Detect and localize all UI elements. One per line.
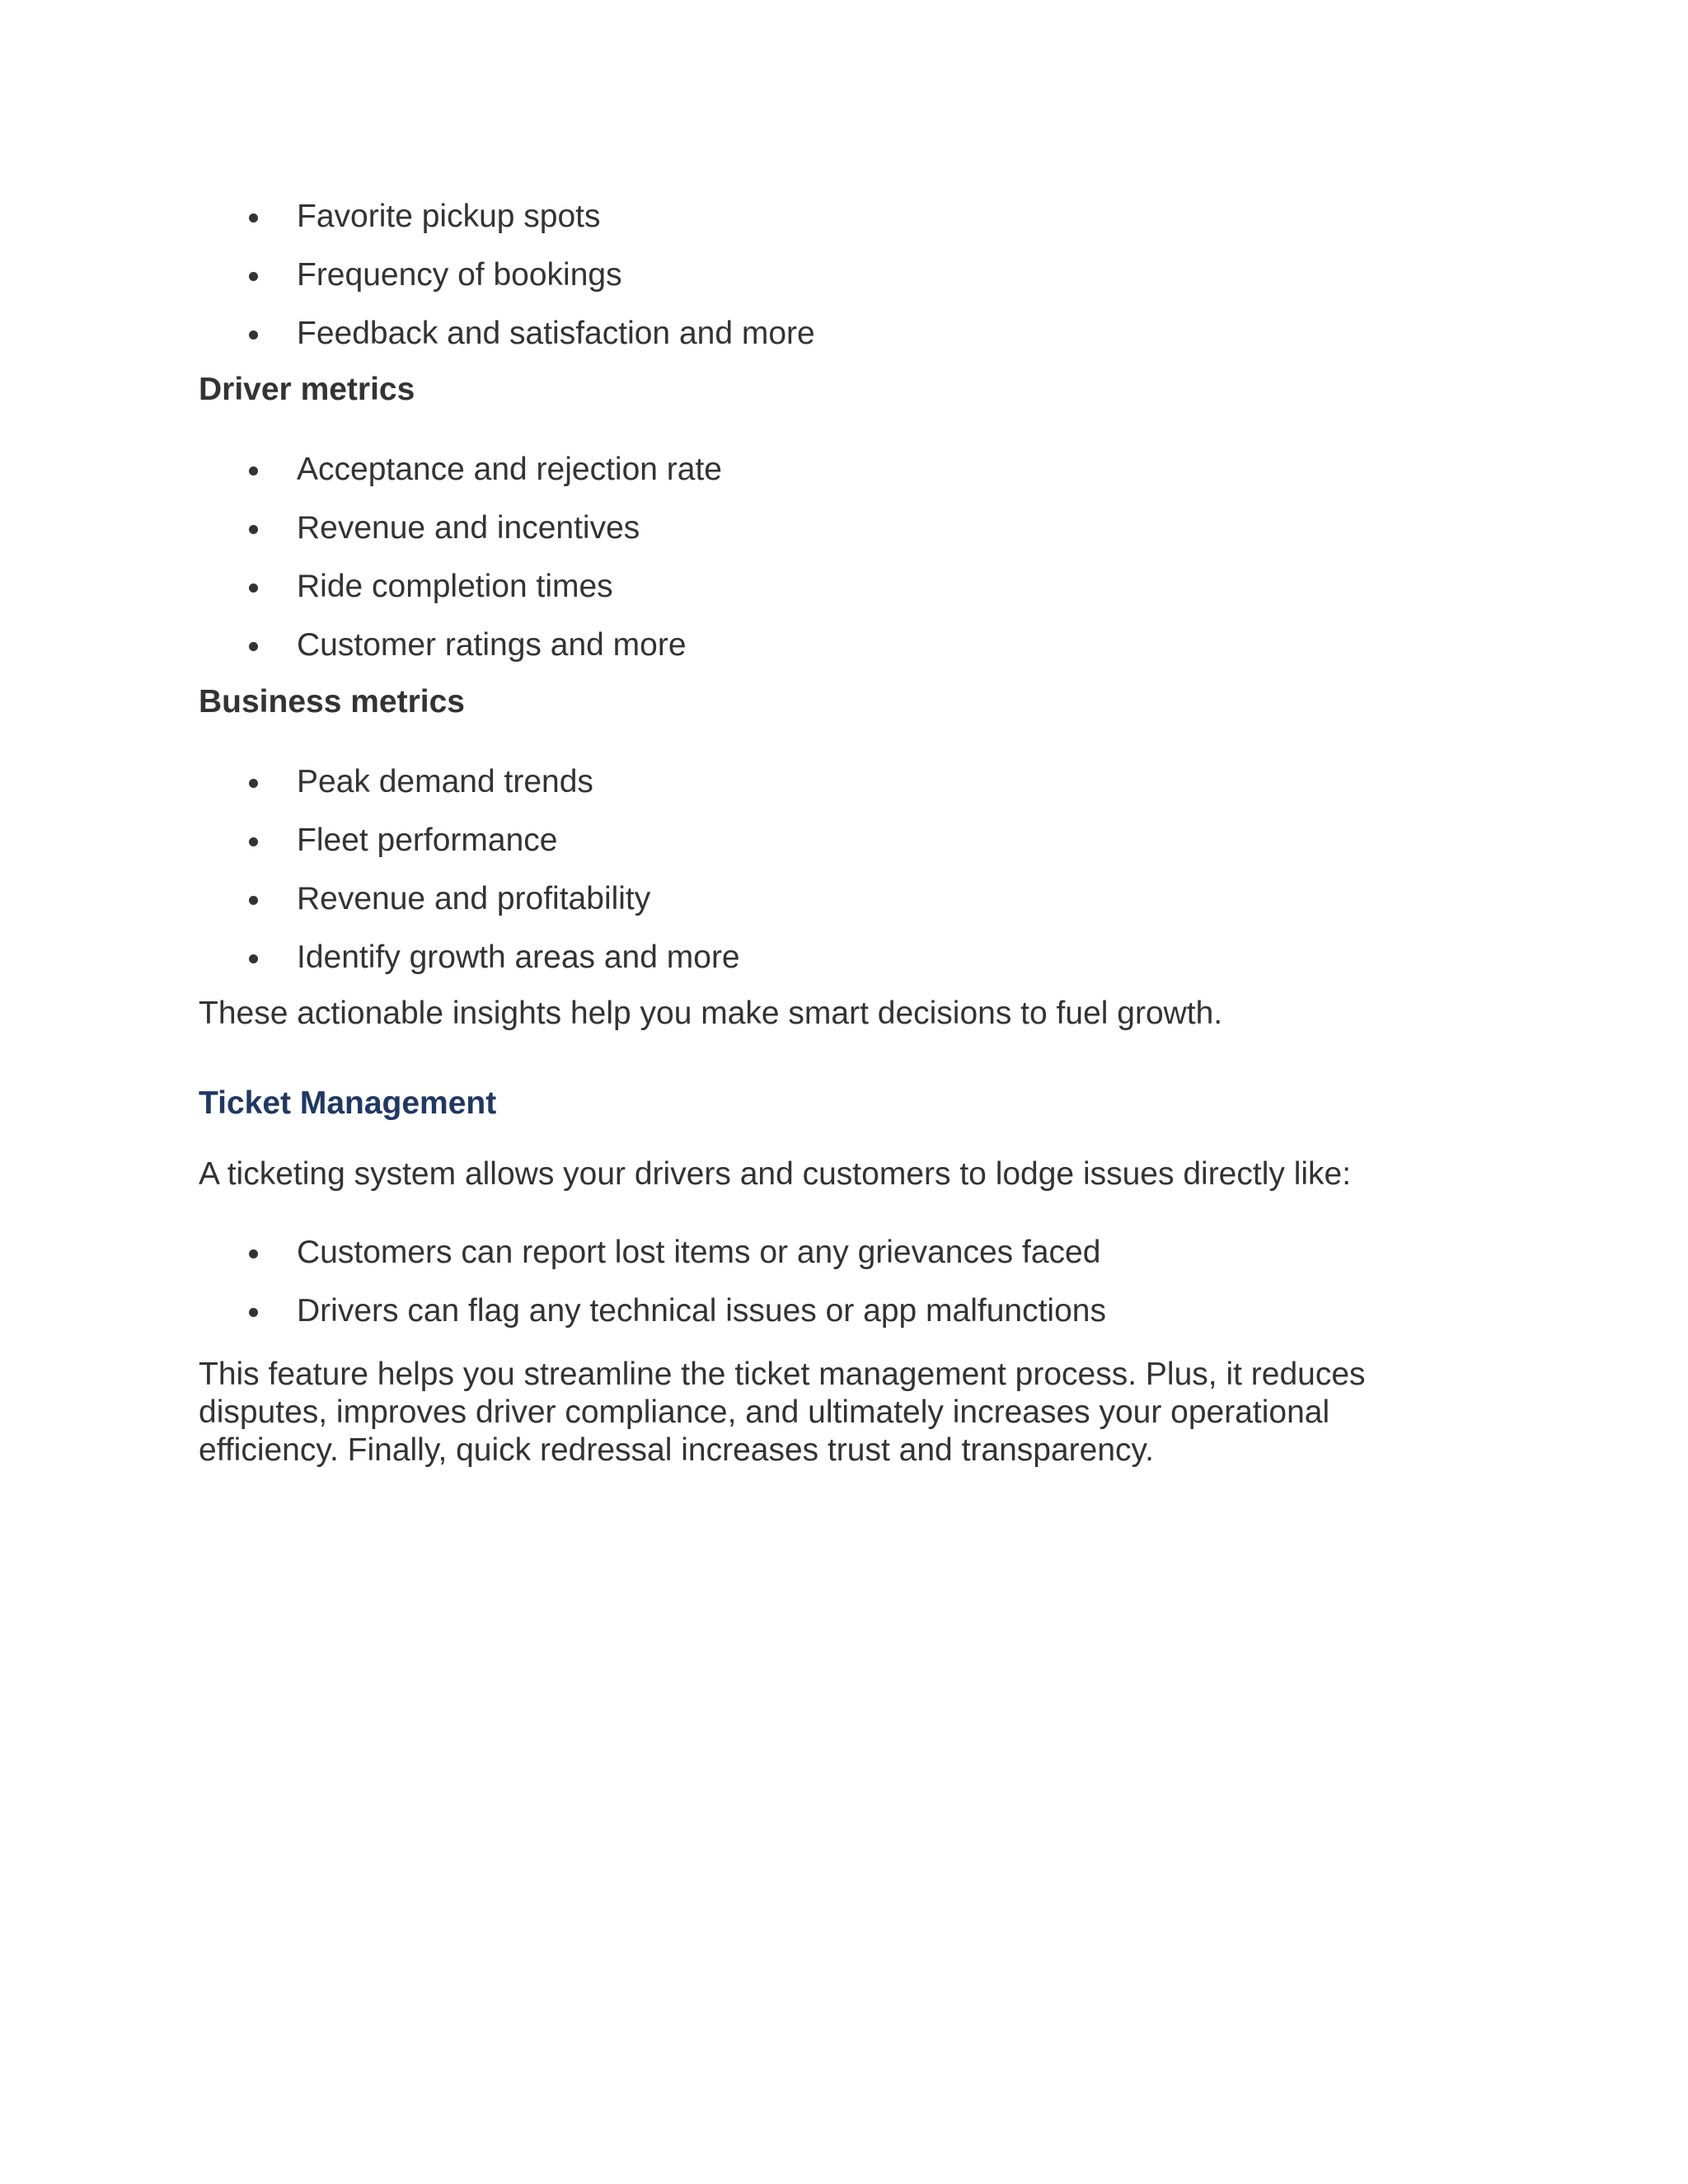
ticket-conclusion-line: disputes, improves driver compliance, and ultimately increases your operational (199, 1394, 1330, 1430)
list-item-text: Customer ratings and more (297, 627, 687, 663)
list-item (199, 1223, 1484, 1282)
ticket-features-list (199, 1223, 1484, 1340)
ticket-conclusion-block (199, 1356, 1484, 1469)
ticket-intro-paragraph: A ticketing system allows your drivers and customers to lodge issues directly like: (199, 1156, 1352, 1192)
list-item (199, 440, 1484, 499)
customer-metrics-list (199, 187, 1484, 363)
business-metrics-heading: Business metrics (199, 684, 465, 719)
list-item (199, 246, 1484, 304)
list-item-text: Identify growth areas and more (297, 940, 740, 975)
list-item-text: Frequency of bookings (297, 257, 622, 293)
business-metrics-list (199, 752, 1484, 987)
list-item-text: Peak demand trends (297, 764, 593, 799)
ticket-conclusion-line: efficiency. Finally, quick redressal increases trust and transparency. (199, 1432, 1154, 1468)
list-item (199, 869, 1484, 928)
list-item-text: Favorite pickup spots (297, 199, 601, 234)
list-item-text: Drivers can flag any technical issues or app malfunctions (297, 1293, 1106, 1329)
bullet-icon (249, 1249, 258, 1258)
insights-paragraph-block (199, 995, 1484, 1033)
list-item (199, 928, 1484, 987)
list-item (199, 752, 1484, 811)
bullet-icon (249, 954, 258, 963)
ticket-intro-block (199, 1155, 1484, 1193)
list-item (199, 187, 1484, 246)
bullet-icon (249, 642, 258, 651)
driver-metrics-heading: Driver metrics (199, 372, 415, 407)
bullet-icon (249, 896, 258, 905)
list-item-text: Ride completion times (297, 569, 613, 604)
ticket-management-title: Ticket Management (199, 1085, 497, 1121)
list-item-text: Acceptance and rejection rate (297, 452, 722, 487)
list-item-text: Customers can report lost items or any grievances faced (297, 1235, 1101, 1270)
bullet-icon (249, 837, 258, 846)
list-item (199, 616, 1484, 674)
list-item (199, 304, 1484, 363)
list-item-text: Revenue and incentives (297, 510, 640, 546)
list-item (199, 1282, 1484, 1340)
driver-metrics-list (199, 440, 1484, 674)
bullet-icon (249, 525, 258, 534)
bullet-list (199, 187, 1484, 363)
list-item (199, 811, 1484, 869)
list-item-text: Feedback and satisfaction and more (297, 316, 815, 351)
bullet-icon (249, 1308, 258, 1317)
bullet-icon (249, 272, 258, 281)
list-item (199, 499, 1484, 557)
bullet-icon (249, 213, 258, 223)
list-item (199, 557, 1484, 616)
ticket-management-title-block (199, 1083, 1484, 1124)
bullet-list (199, 752, 1484, 987)
bullet-icon (249, 330, 258, 340)
ticket-conclusion-line: This feature helps you streamline the ticket management process. Plus, it reduces (199, 1357, 1366, 1392)
driver-metrics-heading-block (199, 369, 1484, 410)
bullet-list (199, 440, 1484, 674)
bullet-list (199, 1223, 1484, 1340)
bullet-icon (249, 583, 258, 593)
insights-paragraph: These actionable insights help you make smart decisions to fuel growth. (199, 996, 1223, 1031)
business-metrics-heading-block (199, 682, 1484, 723)
ticket-conclusion-paragraph (199, 1356, 1484, 1469)
list-item-text: Fleet performance (297, 823, 558, 858)
bullet-icon (249, 466, 258, 476)
list-item-text: Revenue and profitability (297, 881, 651, 916)
bullet-icon (249, 779, 258, 788)
